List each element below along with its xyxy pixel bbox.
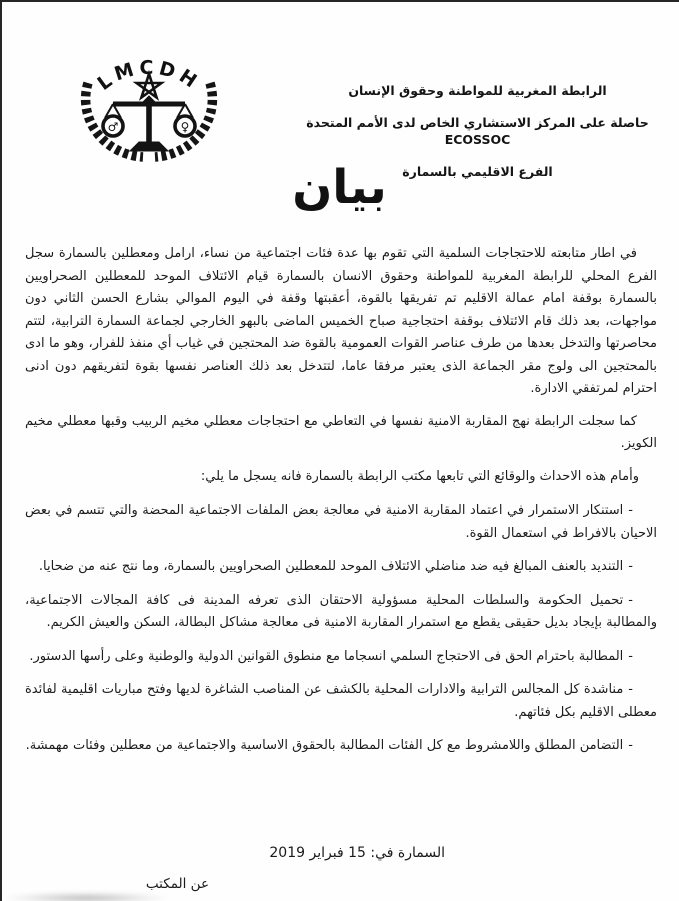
- bullet-item: [25, 679, 657, 724]
- org-branch: الفرع الاقليمي بالسمارة: [402, 164, 553, 179]
- statement-body: [25, 243, 657, 841]
- signature-line: عن المكتب: [145, 876, 209, 892]
- male-symbol-icon: ♂: [107, 120, 119, 134]
- bullet-dash: -: [628, 738, 633, 753]
- bullet-dash: -: [628, 559, 633, 574]
- bullet-item: [25, 646, 657, 669]
- female-symbol-icon: ♀: [180, 120, 190, 134]
- bullet-text: تحميل الحكومة والسلطات المحلية مسؤولية الاحتقان الذى تعرفه المدينة فى كافة المجالات الاجتماعية، والمطالبة بإيجاد بديل حقيقى يقطع مع استمرار المقاربة الامنية فى معالجة مشاكل البطالة، السكن والعيش الكريم.: [25, 592, 657, 630]
- bullet-dash: -: [628, 503, 633, 518]
- statement-title: بيان: [292, 160, 387, 215]
- lmcdh-logo: [68, 46, 230, 162]
- bullet-item: [25, 556, 657, 579]
- org-name: الرابطة المغربية للمواطنة وحقوق الإنسان: [348, 83, 607, 98]
- bullet-item: [25, 735, 657, 758]
- bullet-text: التنديد بالعنف المبالغ فيه ضد مناضلي الائتلاف الموحد للمعطلين الصحراويين بالسمارة، وما نتج عنه من ضحايا.: [38, 559, 624, 574]
- bullet-dash: -: [628, 648, 633, 664]
- paragraph-camps: كما سجلت الرابطة نهج المقاربة الامنية نفسها في التعاطي مع احتجاجات معطلي مخيم الربيب وقبها معطلي مخيم الكويز.: [25, 413, 657, 451]
- scales-icon: [103, 96, 195, 151]
- logo-acronym: LMCDH: [93, 56, 205, 95]
- paragraph-intro: في اطار متابعته للاحتجاجات السلمية التي تقوم بها عدة فئات اجتماعية من نساء، ارامل ومعطلين بالسمارة سجل الفرع المحلي للرابطة المغربية للمواطنة وحقوق الانسان بالسمارة قيام الائتلاف الموحد للمعطلين الصحراويين بالسمارة بوقفة امام عمالة الاقليم تم تفريقها بالقوة، أعقبتها وقفة في اليوم الموالي بشارع الحسن الثاني دون مواجهات، بعد ذلك قام الائتلاف بوقفة احتجاجية صباح الخميس الماضى بالبهو الخارجي لجماعة السمارة الترابية، لتتم محاصرتها والتدخل بعدها من طرف عناصر القوات العمومية بالقوة ضد المحتجين في غياب أي منفذ للفرار، وهو ما ادى بالمحتجين الى ولوج مقر الجماعة الذى يعتبر مرفقا عاما، لتتدخل بعد ذلك العناصر نفسها بقوة لتفريقهم دون ادنى احترام لمرتفقي الادارة.: [25, 246, 657, 396]
- scan-left-border: [0, 0, 2, 901]
- bullet-text: استنكار الاستمرار في اعتماد المقاربة الامنية في معالجة بعض الملفات الاجتماعية المحضة والتي تتسم في بعض الاحيان بالافراط في استعمال القوة.: [25, 503, 657, 541]
- paragraph-lead-in: وأمام هذه الاحداث والوقائع التي تابعها مكتب الرابطة بالسمارة فانه يسجل ما يلي:: [200, 468, 639, 484]
- bullet-item: [25, 590, 657, 635]
- bullet-text: التضامن المطلق واللامشروط مع كل الفئات المطالبة بالحقوق الاساسية والاجتماعية من معطلين وفئات مهمشة.: [25, 738, 624, 753]
- bullet-dash: -: [628, 592, 633, 608]
- bullet-item: [25, 500, 657, 545]
- scan-top-border: [0, 0, 679, 2]
- date-line: السمارة في: 15 فبراير 2019: [269, 845, 445, 861]
- scan-smudge: [6, 892, 166, 901]
- bullet-text: مناشدة كل المجالس الترابية والادارات المحلية بالكشف عن المناصب الشاغرة لديها وفتح مباريات اقليمية لفائدة معطلى الاقليم بكل فئاتهم.: [25, 682, 657, 720]
- org-consultative-status: حاصلة على المركز الاستشاري الخاص لدى الأمم المتحدة ECOSSOC: [306, 115, 649, 147]
- bullet-text: المطالبة باحترام الحق فى الاحتجاج السلمي انسجاما مع منطوق القوانين الدولية والوطنية وعلى رأسها الدستور.: [29, 648, 624, 664]
- bullet-dash: -: [628, 682, 633, 697]
